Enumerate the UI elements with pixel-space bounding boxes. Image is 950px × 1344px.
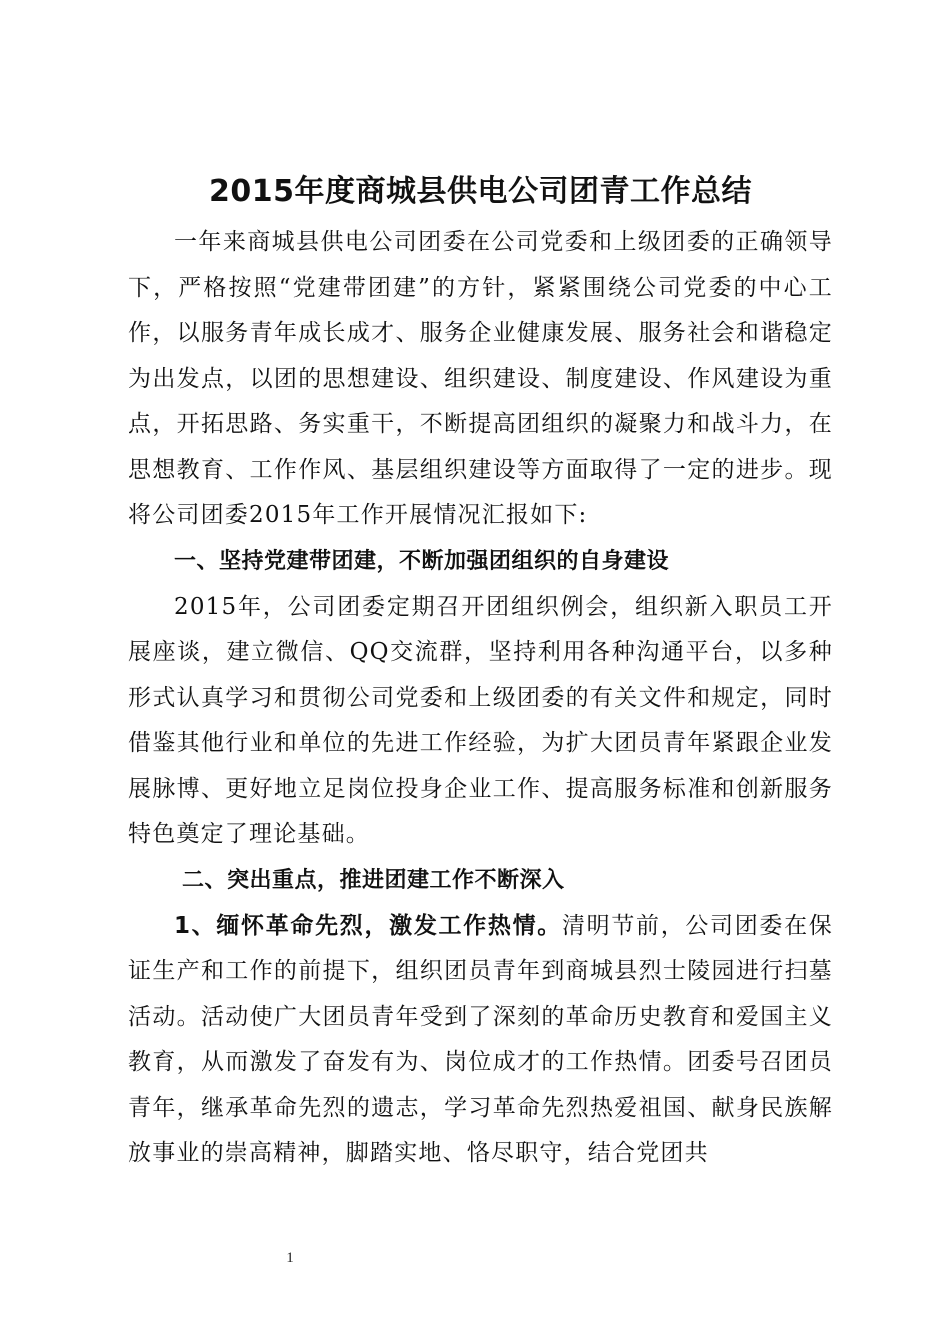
intro-paragraph: 一年来商城县供电公司团委在公司党委和上级团委的正确领导下，严格按照“党建带团建”的方针，紧紧围绕公司党委的中心工作，以服务青年成长成才、服务企业健康发展、服务社会和谐稳定为出发点，以团的思想建设、组织建设、制度建设、作风建设为重点，开拓思路、务实重干，不断提高团组织的凝聚力和战斗力，在思想教育、工作作风、基层组织建设等方面取得了一定的进步。现将公司团委2015年工作开展情况汇报如下: [128, 229, 833, 528]
section-1-heading: 一、坚持党建带团建，不断加强团组织的自身建设 [174, 548, 670, 574]
document-title: 2015年度商城县供电公司团青工作总结 [209, 174, 752, 209]
page-number: 1 [286, 1250, 294, 1266]
section-2-item-1-paragraph [128, 904, 833, 1177]
section-2-item-1-lead: 1、缅怀革命先烈，激发工作热情。 [174, 912, 562, 939]
section-2-heading: 二、突出重点，推进团建工作不断深入 [182, 867, 565, 893]
document-body [128, 170, 833, 1177]
section-2-item-1-body: 清明节前，公司团委在保证生产和工作的前提下，组织团员青年到商城县烈士陵园进行扫墓活动。活动使广大团员青年受到了深刻的革命历史教育和爱国主义教育，从而激发了奋发有为、岗位成才的工作热情。团委号召团员青年，继承革命先烈的遗志，学习革命先烈热爱祖国、献身民族解放事业的崇高精神，脚踏实地、恪尽职守，结合党团共 [128, 912, 833, 1166]
section-1-paragraph: 2015年，公司团委定期召开团组织例会，组织新入职员工开展座谈，建立微信、QQ交流群，坚持利用各种沟通平台，以多种形式认真学习和贯彻公司党委和上级团委的有关文件和规定，同时借鉴其他行业和单位的先进工作经验，为扩大团员青年紧跟企业发展脉博、更好地立足岗位投身企业工作、提高服务标准和创新服务特色奠定了理论基础。 [128, 593, 833, 847]
